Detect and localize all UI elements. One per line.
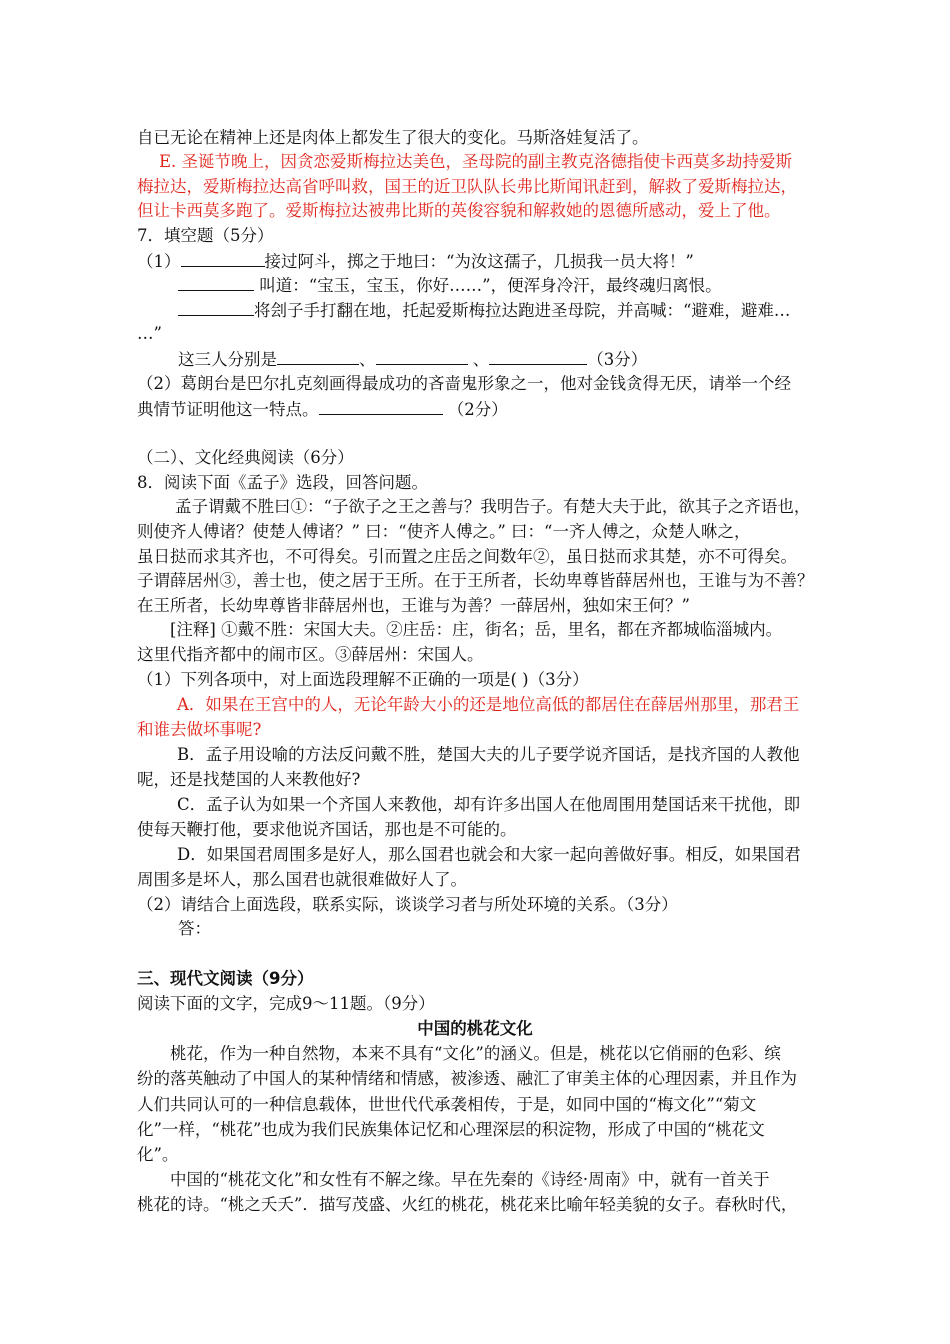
passage-line: 在王所者，长幼卑尊皆非薛居州也，王谁与为善？一薛居州，独如宋王何？”: [137, 596, 690, 615]
passage-line: 虽日挞而求其齐也，不可得矣。引而置之庄岳之间数年②，虽日挞而求其楚，亦不可得矣。: [137, 547, 797, 566]
answer-blank[interactable]: [489, 348, 587, 365]
passage-line: 则使齐人傅诸？使楚人傅诸？” 曰：“使齐人傅之。” 曰：“一齐人傅之，众楚人咻之，: [137, 522, 751, 541]
three-names-line: [178, 348, 647, 371]
answer-line: [137, 398, 508, 421]
text-line: …”: [137, 324, 162, 343]
prompt-text: 典情节证明他这一特点。: [137, 400, 319, 419]
option-c-line: 使每天鞭打他，要求他说齐国话，那也是不可能的。: [137, 820, 517, 839]
answer-blank[interactable]: [376, 348, 468, 365]
item-number: （1）: [137, 252, 181, 271]
option-e-line: 但让卡西莫多跑了。爱斯梅拉达被弗比斯的英俊容貌和解救她的恩德所感动，爱上了他。: [137, 201, 781, 220]
instruction-line: 阅读下面的文字，完成9～11题。（9分）: [137, 994, 435, 1013]
answer-blank[interactable]: [277, 348, 359, 365]
option-e-line: 梅拉达，爱斯梅拉达高省呼叫救，国王的近卫队队长弗比斯闻讯赶到，解救了爱斯梅拉达，: [137, 177, 797, 196]
option-a-line: A．如果在王宫中的人，无论年龄大小的还是地位高低的都居住在薛居州那里，那君王: [177, 695, 800, 714]
option-d-line: 周围多是坏人，那么国君也就很难做好人了。: [137, 870, 467, 889]
sub-question: （2）请结合上面选段，联系实际，谈谈学习者与所处环境的关系。（3分）: [137, 895, 678, 914]
sub-question: （1）下列各项中，对上面选段理解不正确的一项是( )（3分）: [137, 670, 589, 689]
separator: 、: [359, 350, 376, 369]
score-label: （2分）: [442, 400, 508, 419]
option-a-line: 和谁去做坏事呢?: [137, 720, 262, 739]
fill-blank-line: [178, 274, 722, 297]
option-b-line: B．孟子用设喻的方法反问戴不胜，楚国大夫的儿子要学说齐国话，是找齐国的人教他: [177, 745, 800, 764]
passage-line: 孟子谓戴不胜曰①：“子欲子之王之善与？我明告子。有楚大夫于此，欲其子之齐语也，: [175, 497, 811, 516]
option-b-line: 呢，还是找楚国的人来教他好?: [137, 770, 361, 789]
question-7-title: 7．填空题（5分）: [137, 226, 274, 245]
answer-blank[interactable]: [178, 299, 254, 316]
article-line: 桃花，作为一种自然物，本来不具有“文化”的涵义。但是，桃花以它俏丽的色彩、缤: [170, 1044, 781, 1063]
answer-blank[interactable]: [181, 250, 265, 267]
article-line: 纷的落英触动了中国人的某种情绪和情感，被渗透、融汇了审美主体的心理因素，并且作为: [137, 1069, 797, 1088]
article-line: 桃花的诗。“桃之夭夭”．描写茂盛、火红的桃花，桃花来比喻年轻美貌的女子。春秋时代，: [137, 1195, 798, 1214]
section-heading: 三、现代文阅读（9分）: [137, 969, 314, 988]
prompt-text: 这三人分别是: [178, 350, 277, 369]
fill-blank-line: [137, 250, 694, 273]
option-c-line: C．孟子认为如果一个齐国人来教他，却有许多出国人在他周围用楚国话来干扰他，即: [177, 795, 801, 814]
answer-label: 答：: [178, 919, 211, 938]
article-line: 化”一样，“桃花”也成为我们民族集体记忆和心理深层的积淀物，形成了中国的“桃花文: [137, 1120, 765, 1139]
blank-prompt: 叫道：“宝玉，宝玉，你好……”，便浑身冷汗，最终魂归离恨。: [254, 276, 722, 295]
answer-blank[interactable]: [319, 398, 443, 415]
article-line: 化”。: [137, 1145, 179, 1164]
question-8-title: 8．阅读下面《孟子》选段，回答问题。: [137, 473, 428, 492]
answer-blank[interactable]: [178, 274, 254, 291]
article-title: 中国的桃花文化: [417, 1019, 533, 1038]
fill-blank-line: [178, 299, 790, 322]
annotation-line: 这里代指齐都中的闹市区。③薛居州：宋国人。: [137, 645, 484, 664]
section-heading: （二）、文化经典阅读（6分）: [137, 448, 354, 467]
score-label: （3分）: [587, 350, 648, 369]
separator: 、: [467, 350, 490, 369]
blank-prompt: 将刽子手打翻在地，托起爱斯梅拉达跑进圣母院，并高喊：“避难，避难…: [254, 301, 791, 320]
text-line: （2）葛朗台是巴尔扎克刻画得最成功的吝啬鬼形象之一，他对金钱贪得无厌，请举一个经: [137, 374, 791, 393]
option-d-line: D．如果国君周围多是好人，那么国君也就会和大家一起向善做好事。相反，如果国君: [177, 845, 801, 864]
option-e-line: E. 圣诞节晚上，因贪恋爱斯梅拉达美色，圣母院的副主教克洛德指使卡西莫多劫持爱斯: [159, 152, 793, 171]
article-line: 人们共同认可的一种信息载体，世世代代承袭相传，于是，如同中国的“梅文化”“菊文: [137, 1095, 757, 1114]
article-line: 中国的“桃花文化”和女性有不解之缘。早在先秦的《诗经·周南》中，就有一首关于: [170, 1170, 770, 1189]
text-line: 自已无论在精神上还是肉体上都发生了很大的变化。马斯洛娃复活了。: [137, 128, 649, 147]
blank-prompt: 接过阿斗，掷之于地曰：“为汝这孺子，几损我一员大将！”: [264, 252, 694, 271]
annotation-line: [注释] ①戴不胜：宋国大夫。②庄岳：庄，街名；岳，里名，都在齐都城临淄城内。: [170, 620, 783, 639]
passage-line: 子谓薛居州③，善士也，使之居于王所。在于王所者，长幼卑尊皆薛居州也，王谁与为不善？: [137, 571, 814, 590]
